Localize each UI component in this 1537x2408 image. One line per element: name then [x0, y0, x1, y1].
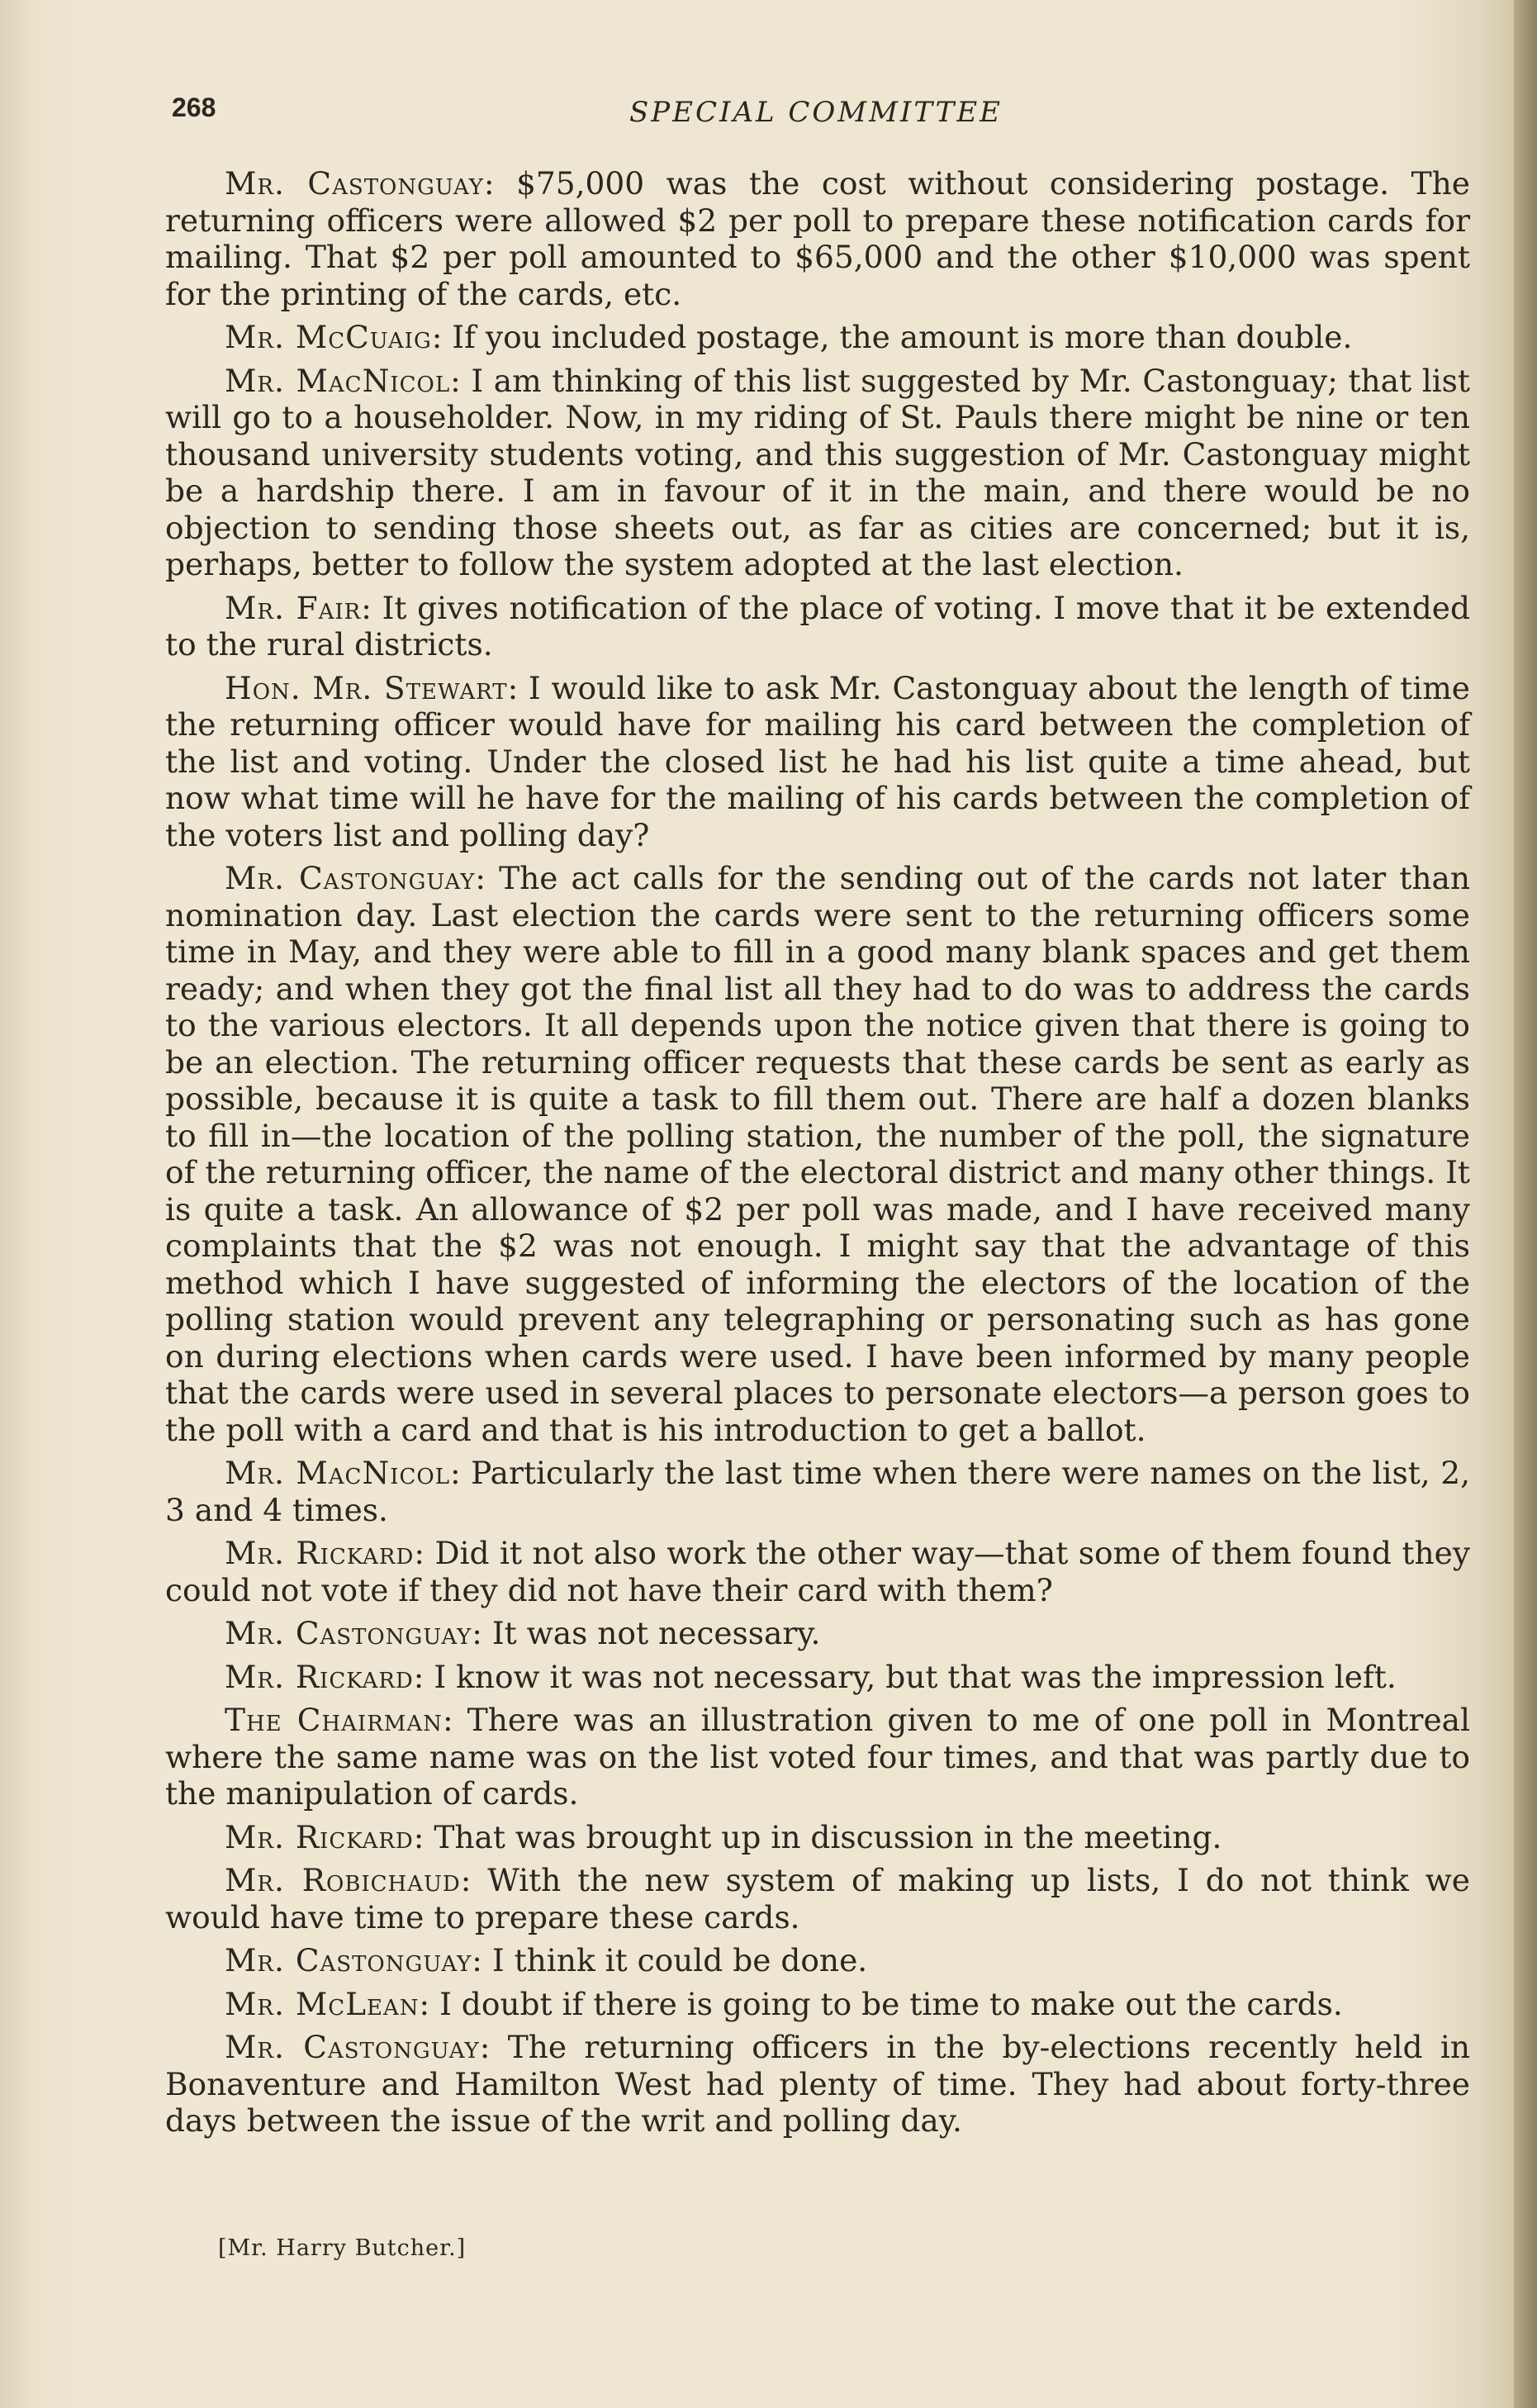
speaker-name: Mr. Castonguay	[225, 860, 476, 896]
speech-text: I am thinking of this list suggested by Mr. Castonguay; that list will go to a householder. Now, in my riding of St. Pauls there might be nine or ten thousand university students voting, and this suggestion of Mr. Castonguay might be a hardship there. I am in favour of it in the main, and there would be no objection to sending those sheets out, as far as cities are concerned; but it is, perhaps, better to follow the system adopted at the last election.	[165, 362, 1470, 582]
transcript-paragraph: Mr. Robichaud: With the new system of making up lists, I do not think we would have time to prepare these cards.	[165, 1862, 1471, 1935]
transcript-paragraph: The Chairman: There was an illustration given to me of one poll in Montreal where the same name was on the list voted four times, and that was partly due to the manipulation of cards.	[165, 1702, 1470, 1812]
speaker-name: Mr. Fair	[225, 589, 362, 626]
speaker-name: Mr. McLean	[225, 1985, 420, 2022]
speech-text: The returning officers in the by-elections recently held in Bonaventure and Hamilton West had plenty of time. They had about forty-three days between the issue of the writ and polling day.	[165, 2029, 1470, 2139]
speech-text: The act calls for the sending out of the cards not later than nomination day. Last election the cards were sent to the returning officers some time in May, and they were able to fill in a good many blank spaces and get them ready; and when they got the final list all they had to do was to address the cards to the various electors. It all depends upon the notice given that there is going to be an election. The returning officer requests that these cards be sent as early as possible, because it is quite a task to fill them out. There are half a dozen blanks to fill in—the location of the polling station, the number of the poll, the signature of the returning officer, the name of the electoral district and many other things. It is quite a task. An allowance of $2 per poll was made, and I have received many complaints that the $2 was not enough. I might say that the advantage of this method which I have suggested of informing the electors of the location of the polling station would prevent any telegraphing or personating such as has gone on during elections when cards were used. I have been informed by many people that the cards were used in several places to personate electors—a person goes to the poll with a card and that is his introduction to get a ballot.	[165, 860, 1470, 1448]
speech-text: I think it could be done.	[491, 1942, 868, 1978]
transcript-paragraph: Mr. Rickard: That was brought up in discussion in the meeting.	[225, 1818, 1222, 1855]
transcript-paragraph: Mr. McCuaig: If you included postage, the amount is more than double.	[225, 319, 1353, 355]
speaker-name: Mr. Robichaud	[225, 1862, 461, 1898]
page-binding-edge	[1514, 0, 1537, 2408]
transcript-paragraph: Mr. MacNicol: Particularly the last time when there were names on the list, 2, 3 and 4 times.	[165, 1455, 1470, 1528]
speaker-name: Hon. Mr. Stewart	[225, 669, 508, 706]
transcript-paragraph: Hon. Mr. Stewart: I would like to ask Mr. Castonguay about the length of time the returning officer would have for mailing his card between the completion of the list and voting. Under the closed list he had his list quite a time ahead, but now what time will he have for the mailing of his cards between the completion of the voters list and polling day?	[165, 669, 1470, 853]
transcript-paragraph: Mr. McLean: I doubt if there is going to be time to make out the cards.	[225, 1985, 1343, 2022]
speech-text: I doubt if there is going to be time to make out the cards.	[439, 1985, 1343, 2022]
speech-text: That was brought up in discussion in the meeting.	[434, 1818, 1222, 1855]
speech-text: I would like to ask Mr. Castonguay about the length of time the returning officer would have for mailing his card between the completion of the list and voting. Under the closed list he had his list quite a time ahead, but now what time will he have for the mailing of his cards between the completion of the voters list and polling day?	[165, 669, 1470, 853]
speaker-name: Mr. Castonguay	[225, 165, 484, 202]
transcript-paragraph: Mr. Castonguay: It was not necessary.	[225, 1615, 821, 1651]
speaker-name: Mr. MacNicol	[225, 1455, 450, 1491]
speaker-name: Mr. Castonguay	[225, 1615, 472, 1651]
speaker-name: Mr. Rickard	[225, 1535, 415, 1571]
speaker-name: Mr. Castonguay	[225, 2029, 480, 2065]
page-number: 268	[172, 93, 216, 122]
speech-text: Did it not also work the other way—that some of them found they could not vote if they did not have their card with them?	[165, 1535, 1471, 1608]
speaker-name: Mr. MacNicol	[225, 362, 451, 399]
transcript-paragraph: Mr. Castonguay: The act calls for the sending out of the cards not later than nomination day. Last election the cards were sent to the returning officers some time in May, and they were able to fill in a good many blank spaces and get them ready; and when they got the final list all they had to do was to address the cards to the various electors. It all depends upon the notice given that there is going to be an election. The returning officer requests that these cards be sent as early as possible, because it is quite a task to fill them out. There are half a dozen blanks to fill in—the location of the polling station, the number of the poll, the signature of the returning officer, the name of the electoral district and many other things. It is quite a task. An allowance of $2 per poll was made, and I have received many complaints that the $2 was not enough. I might say that the advantage of this method which I have suggested of informing the electors of the location of the polling station would prevent any telegraphing or personating such as has gone on during elections when cards were used. I have been informed by many people that the cards were used in several places to personate electors—a person goes to the poll with a card and that is his introduction to get a ballot.	[165, 860, 1470, 1448]
speech-text: Particularly the last time when there were names on the list, 2, 3 and 4 times.	[165, 1455, 1470, 1528]
running-title: SPECIAL COMMITTEE	[629, 96, 1003, 129]
speech-text: It was not necessary.	[491, 1615, 821, 1651]
speaker-name: The Chairman	[225, 1702, 443, 1738]
transcript-paragraph: Mr. Castonguay: $75,000 was the cost without considering postage. The returning officers were allowed $2 per poll to prepare these notification cards for mailing. That $2 per poll amounted to $65,000 and the other $10,000 was spent for the printing of the cards, etc.	[165, 165, 1470, 312]
speaker-name: Mr. Castonguay	[225, 1942, 472, 1978]
speech-text: $75,000 was the cost without considering postage. The returning officers were allowed $2 per poll to prepare these notification cards for mailing. That $2 per poll amounted to $65,000 and the other $10,000 was spent for the printing of the cards, etc.	[165, 165, 1470, 312]
transcript-paragraph: Mr. Rickard: I know it was not necessary, but that was the impression left.	[225, 1658, 1397, 1695]
speech-text: I know it was not necessary, but that was the impression left.	[434, 1658, 1397, 1695]
speech-text: There was an illustration given to me of one poll in Montreal where the same name was on the list voted four times, and that was partly due to the manipulation of cards.	[165, 1702, 1470, 1812]
transcript-paragraph: Mr. Fair: It gives notification of the place of voting. I move that it be extended to the rural districts.	[165, 589, 1470, 663]
speaker-name: Mr. McCuaig	[225, 319, 432, 355]
speaker-attribution-note: [Mr. Harry Butcher.]	[218, 2235, 467, 2261]
transcript-body	[165, 165, 1470, 2146]
page-header	[172, 93, 1460, 142]
transcript-paragraph: Mr. Castonguay: I think it could be done.	[225, 1942, 868, 1978]
transcript-paragraph: Mr. Castonguay: The returning officers in the by-elections recently held in Bonaventure and Hamilton West had plenty of time. They had about forty-three days between the issue of the writ and polling day.	[165, 2029, 1470, 2139]
speaker-name: Mr. Rickard	[225, 1818, 414, 1855]
transcript-paragraph: Mr. Rickard: Did it not also work the other way—that some of them found they could not vote if they did not have their card with them?	[165, 1535, 1471, 1608]
speaker-name: Mr. Rickard	[225, 1658, 414, 1695]
speech-text: With the new system of making up lists, I do not think we would have time to prepare these cards.	[165, 1862, 1471, 1935]
speech-text: If you included postage, the amount is more than double.	[452, 319, 1353, 355]
speech-text: It gives notification of the place of voting. I move that it be extended to the rural districts.	[165, 589, 1470, 663]
transcript-paragraph: Mr. MacNicol: I am thinking of this list suggested by Mr. Castonguay; that list will go to a householder. Now, in my riding of St. Pauls there might be nine or ten thousand university students voting, and this suggestion of Mr. Castonguay might be a hardship there. I am in favour of it in the main, and there would be no objection to sending those sheets out, as far as cities are concerned; but it is, perhaps, better to follow the system adopted at the last election.	[165, 362, 1470, 582]
